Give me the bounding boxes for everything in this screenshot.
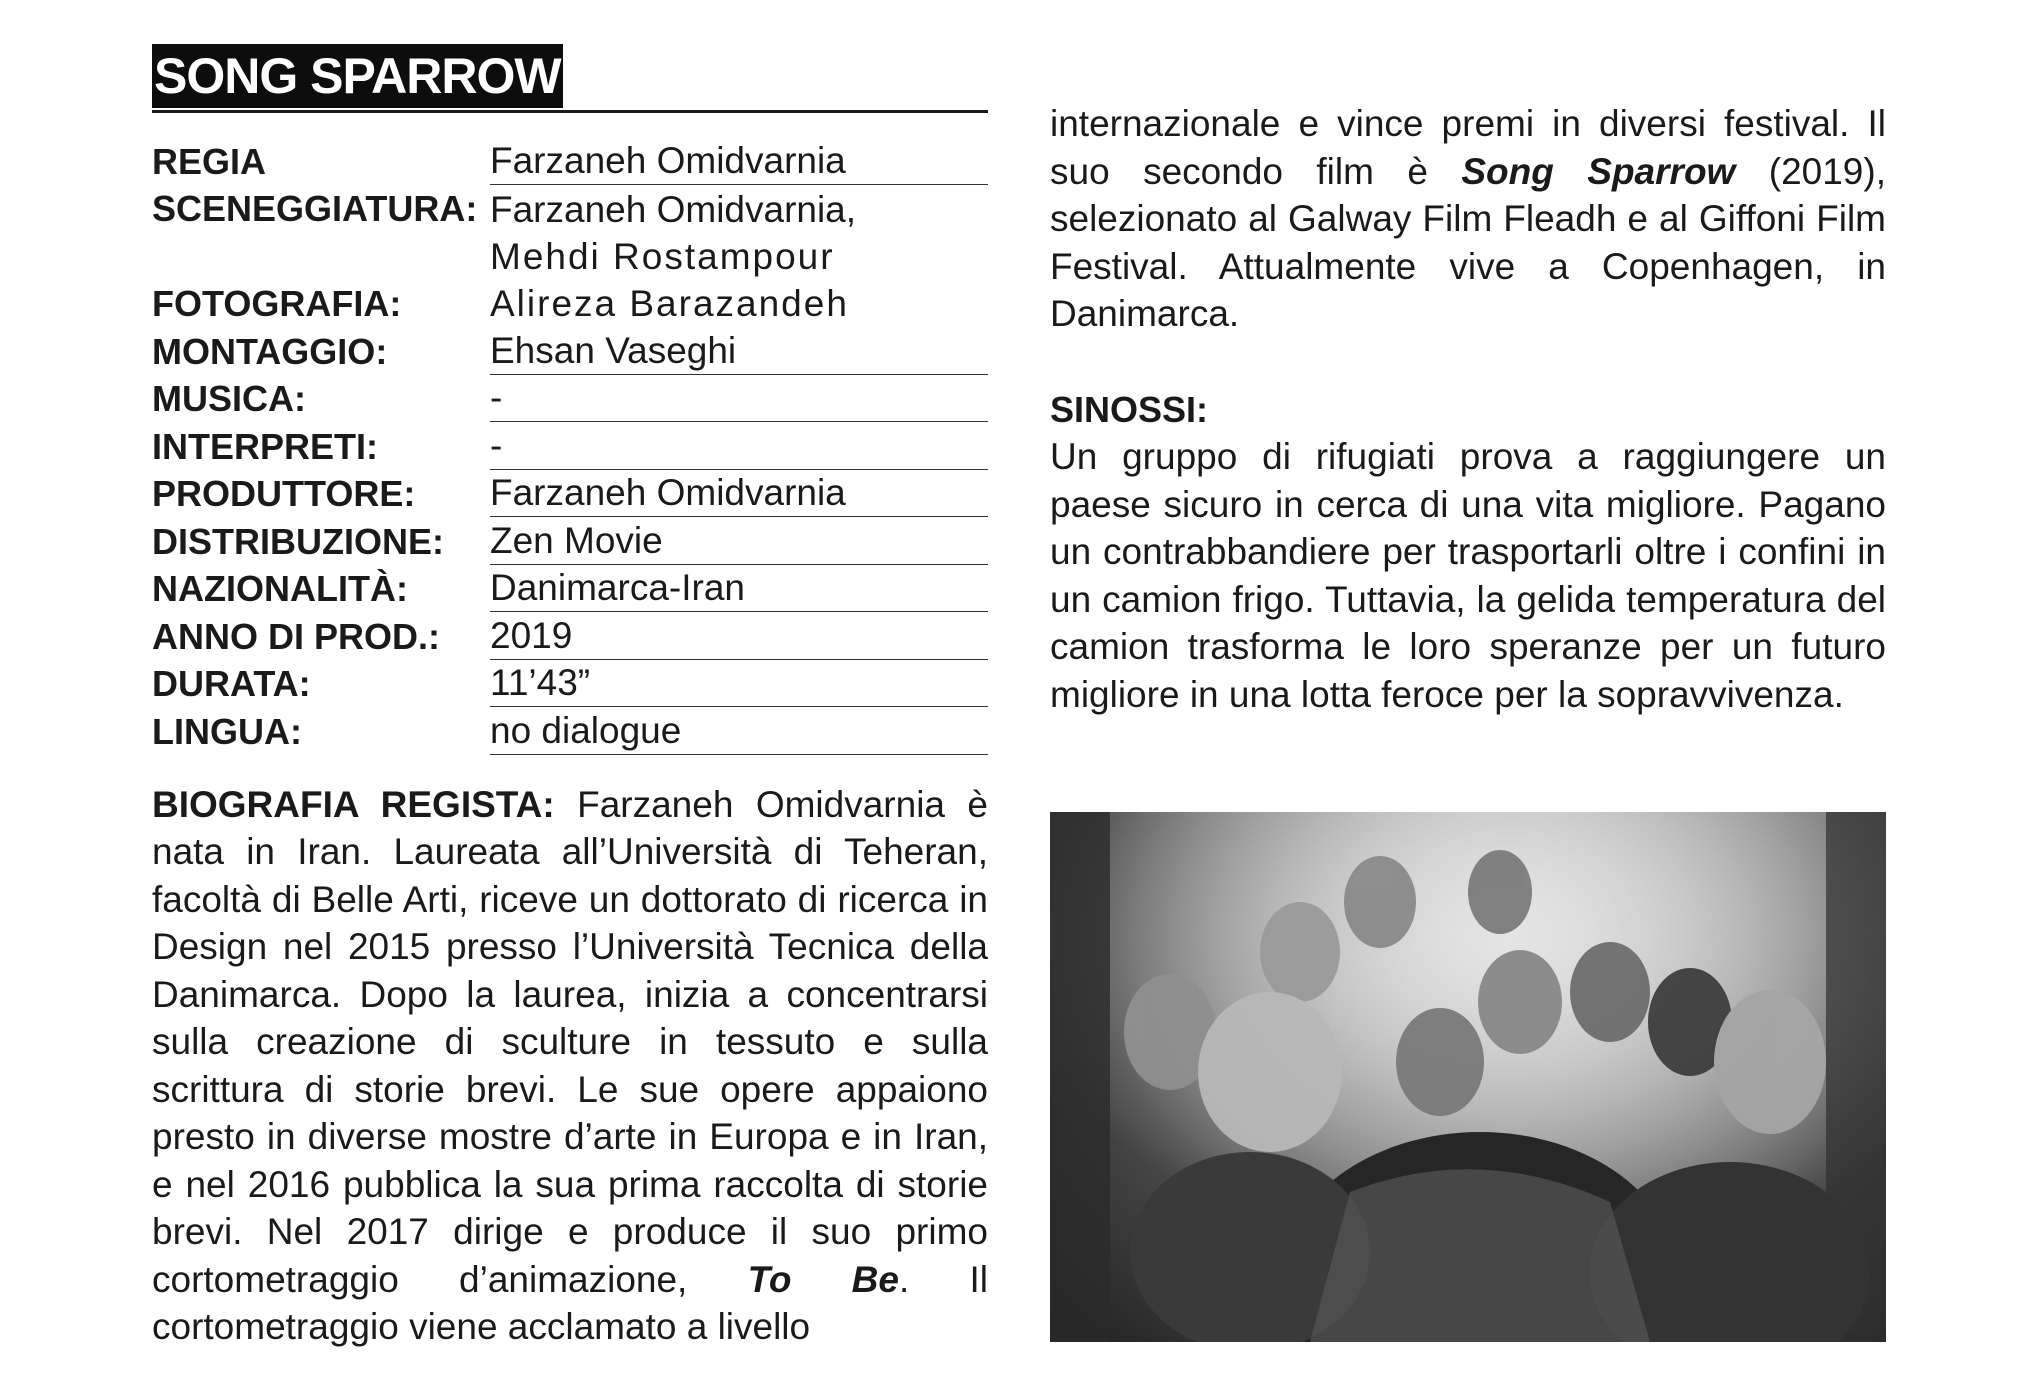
synopsis-label: SINOSSI: [1050, 388, 1209, 430]
credit-row-lingua [152, 707, 988, 755]
credit-row-produttore [152, 470, 988, 518]
credit-row-sceneggiatura [152, 185, 988, 280]
credit-label: FOTOGRAFIA: [152, 283, 402, 324]
synopsis-text: Un gruppo di rifugiati prova a raggiungere un paese sicuro in cerca di una vita migliore. Pagano un contrabbandiere per trasportarli oltre i confini in un camion frigo. Tuttavia, la gelida temperatura del camion trasforma le loro speranze per un futuro migliore in una lotta feroce per la sopravvivenza. [1050, 436, 1886, 715]
credit-value: Farzaneh Omidvarnia, [490, 188, 857, 230]
credit-label: REGIA [152, 140, 267, 182]
credit-value: - [490, 374, 988, 422]
credit-value: Farzaneh Omidvarnia [490, 469, 988, 517]
credit-value-2: Mehdi Rostampour [490, 235, 835, 277]
credit-row-interpreti [152, 422, 988, 470]
credit-value: - [490, 422, 988, 470]
credit-value: Zen Movie [490, 517, 988, 565]
left-column [152, 44, 988, 1351]
credit-row-fotografia [152, 280, 988, 328]
bio-label: BIOGRAFIA REGISTA: [152, 783, 555, 825]
bio-cont-text: internazionale e vince premi in diversi festival. Il suo secondo film è [1050, 103, 1886, 192]
credit-label: MONTAGGIO: [152, 330, 388, 372]
credit-row-nazionalita [152, 565, 988, 613]
title-bar [152, 44, 988, 113]
credit-row-musica [152, 375, 988, 423]
credit-label: MUSICA: [152, 378, 306, 419]
credit-label: DISTRIBUZIONE: [152, 520, 444, 562]
credit-label: NAZIONALITÀ: [152, 568, 408, 609]
credit-value: 11’43” [490, 659, 988, 707]
credit-value: Alireza Barazandeh [490, 283, 849, 324]
credit-value: Danimarca-Iran [490, 564, 988, 612]
credit-value: Farzaneh Omidvarnia [490, 137, 988, 185]
bio-film-title: To Be [747, 1258, 899, 1300]
bio-text: Farzaneh Omidvarnia è nata in Iran. Laureata all’Università di Teheran, facoltà di Belle Arti, riceve un dottorato di ricerca in Design nel 2015 presso l’Università Tecnica della Danimarca. Dopo la laurea, inizia a concentrarsi sulla creazione di sculture in tessuto e sulla scrittura di storie brevi. Le sue opere appaiono presto in diverse mostre d’arte in Europa e in Iran, e nel 2016 pubblica la sua prima raccolta di storie brevi. Nel 2017 dirige e produce il suo primo cortometraggio d’animazione, [152, 783, 988, 1300]
bio-cont-film-title: Song Sparrow [1461, 150, 1736, 192]
credit-label: SCENEGGIATURA: [152, 187, 478, 229]
credit-value: 2019 [490, 612, 988, 660]
credit-value: Ehsan Vaseghi [490, 327, 988, 375]
credit-label: PRODUTTORE: [152, 473, 416, 514]
credit-label: ANNO DI PROD.: [152, 615, 440, 657]
right-column [1050, 100, 1886, 718]
credit-row-durata [152, 660, 988, 708]
credit-row-regia [152, 137, 988, 185]
credit-label: DURATA: [152, 663, 311, 704]
credit-row-anno [152, 612, 988, 660]
film-still-illustration [1050, 812, 1886, 1342]
biography-continued [1050, 100, 1886, 338]
director-biography [152, 781, 988, 1351]
film-still-image [1050, 812, 1886, 1342]
film-title: SONG SPARROW [152, 44, 563, 108]
bio-text-end: . Il cortometraggio viene acclamato a livello [152, 1258, 988, 1347]
bio-cont-text-end: (2019), selezionato al Galway Film Fleadh e al Giffoni Film Festival. Attualmente vive a Copenhagen, in Danimarca. [1050, 150, 1886, 334]
credit-row-distribuzione [152, 517, 988, 565]
credit-label: INTERPRETI: [152, 425, 379, 467]
credit-label: LINGUA: [152, 710, 302, 752]
credits-table [152, 137, 988, 755]
credit-row-montaggio [152, 327, 988, 375]
credit-value: no dialogue [490, 707, 988, 755]
